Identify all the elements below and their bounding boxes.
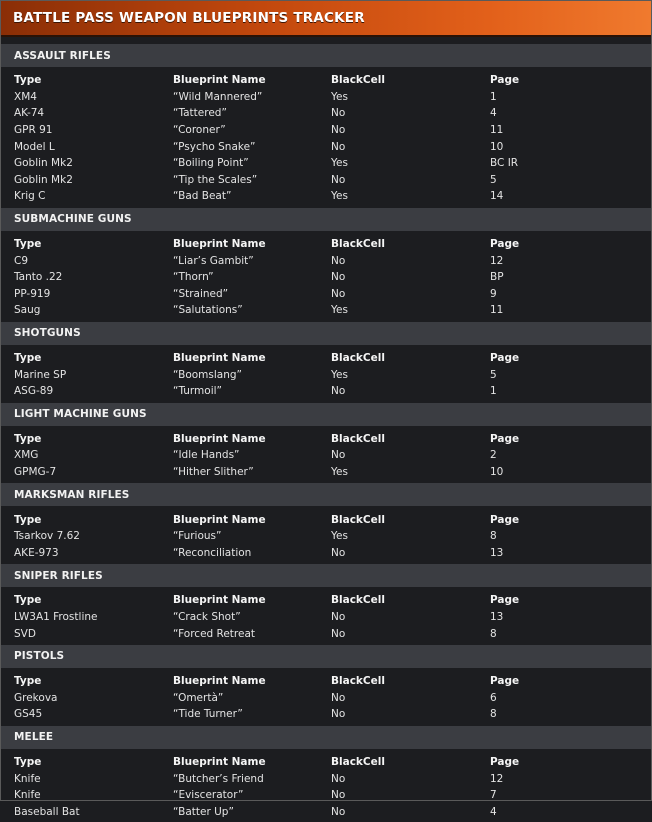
section-header [1, 322, 651, 345]
table-row [1, 302, 651, 319]
weapon-type: C9 [14, 254, 29, 267]
column-header: Page [490, 755, 520, 768]
weapon-type: Goblin Mk2 [14, 157, 73, 170]
column-header: Type [14, 74, 42, 87]
page-number: 14 [490, 190, 504, 203]
column-header: Type [14, 238, 42, 251]
column-header-row [1, 754, 651, 771]
blueprint-name: “Crack Shot” [173, 610, 241, 623]
blueprint-name: “Salutations” [173, 304, 243, 317]
column-header: BlackCell [331, 432, 385, 445]
blackcell-flag: No [331, 107, 346, 120]
column-header: BlackCell [331, 675, 385, 688]
blueprint-name: “Furious” [173, 530, 222, 543]
table-row [1, 138, 651, 155]
blueprint-name: “Batter Up” [173, 805, 234, 818]
column-header: Page [490, 594, 520, 607]
weapon-type: Knife [14, 772, 41, 785]
blackcell-flag: No [331, 610, 346, 623]
blueprint-name: “Coroner” [173, 124, 226, 137]
weapon-type: LW3A1 Frostline [14, 610, 98, 623]
table-row [1, 544, 651, 561]
section-table [1, 668, 651, 725]
column-header: BlackCell [331, 352, 385, 365]
blackcell-flag: Yes [331, 90, 348, 103]
page-number: 8 [490, 627, 497, 640]
title-banner [1, 1, 651, 37]
page-number: 12 [490, 772, 504, 785]
weapon-type: GPR 91 [14, 124, 53, 137]
blueprint-name: “Strained” [173, 287, 229, 300]
section-table [1, 67, 651, 207]
blueprint-name: “Tip the Scales” [173, 173, 258, 186]
column-header-row [1, 236, 651, 253]
table-row [1, 105, 651, 122]
section-title: SHOTGUNS [14, 327, 81, 340]
page-number: 10 [490, 465, 504, 478]
column-header: Type [14, 755, 42, 768]
page-number: 8 [490, 530, 497, 543]
column-header: Page [490, 432, 520, 445]
column-header: Page [490, 513, 520, 526]
section-header [1, 726, 651, 749]
section-title: LIGHT MACHINE GUNS [14, 408, 147, 420]
table-row [1, 172, 651, 189]
blackcell-flag: Yes [331, 157, 348, 170]
blackcell-flag: No [331, 789, 346, 802]
column-header: Type [14, 432, 42, 445]
column-header: BlackCell [331, 594, 385, 607]
blueprint-name: “Tide Turner” [173, 708, 243, 721]
section-title: ASSAULT RIFLES [14, 49, 111, 62]
column-header-row [1, 350, 651, 367]
weapon-type: GPMG-7 [14, 465, 57, 478]
column-header: Type [14, 594, 42, 607]
blueprint-name: “Psycho Snake” [173, 140, 256, 153]
section-header [1, 403, 651, 426]
column-header: BlackCell [331, 74, 385, 87]
weapon-type: SVD [14, 627, 36, 640]
page-number: 13 [490, 610, 504, 623]
page-number: 5 [490, 368, 497, 381]
table-row [1, 286, 651, 303]
page-title: BATTLE PASS WEAPON BLUEPRINTS TRACKER [13, 10, 365, 26]
column-header-row [1, 431, 651, 448]
blackcell-flag: Yes [331, 530, 348, 543]
blackcell-flag: No [331, 627, 346, 640]
blueprint-name: “Forced Retreat [173, 627, 256, 640]
section-title: SNIPER RIFLES [14, 569, 103, 582]
weapon-type: Grekova [14, 691, 58, 704]
blueprint-name: “Boiling Point” [173, 157, 249, 170]
column-header: Page [490, 238, 520, 251]
blueprint-name: “Boomslang” [173, 368, 242, 381]
blueprint-name: “Hither Slither” [173, 465, 254, 478]
page-number: 4 [490, 107, 497, 120]
column-header: BlackCell [331, 513, 385, 526]
table-row [1, 787, 651, 804]
page-number: 6 [490, 691, 497, 704]
weapon-type: GS45 [14, 708, 43, 721]
blackcell-flag: No [331, 691, 346, 704]
section-table [1, 231, 651, 321]
section-title: PISTOLS [14, 650, 65, 663]
section-header [1, 44, 651, 67]
section-header [1, 208, 651, 231]
column-header: Blueprint Name [173, 675, 266, 688]
page-number: 13 [490, 546, 504, 559]
page-number: 4 [490, 805, 497, 818]
weapon-type: AK-74 [14, 107, 45, 120]
blackcell-flag: No [331, 254, 346, 267]
column-header: Blueprint Name [173, 594, 266, 607]
blueprint-name: “Thorn” [173, 271, 214, 284]
blackcell-flag: No [331, 546, 346, 559]
weapon-type: Krig C [14, 190, 46, 203]
page-number: BC IR [490, 157, 519, 170]
blueprint-name: “Turmoil” [173, 385, 222, 398]
page-number: 7 [490, 789, 497, 802]
table-row [1, 464, 651, 481]
section-header [1, 564, 651, 587]
blackcell-flag: No [331, 287, 346, 300]
blackcell-flag: No [331, 140, 346, 153]
blackcell-flag: Yes [331, 190, 348, 203]
section-table [1, 749, 651, 822]
blackcell-flag: Yes [331, 304, 348, 317]
table-row [1, 625, 651, 642]
column-header: Blueprint Name [173, 755, 266, 768]
table-row [1, 252, 651, 269]
section-title: SUBMACHINE GUNS [14, 213, 132, 226]
weapon-type: XM4 [14, 90, 37, 103]
weapon-type: Tanto .22 [14, 271, 63, 284]
table-row [1, 706, 651, 723]
table-row [1, 528, 651, 545]
table-row [1, 689, 651, 706]
section-header [1, 483, 651, 506]
blueprint-name: “Reconciliation [173, 546, 252, 559]
section-header [1, 645, 651, 668]
weapon-type: Goblin Mk2 [14, 173, 73, 186]
column-header-row [1, 511, 651, 528]
page-number: 10 [490, 140, 504, 153]
page-number: 11 [490, 124, 504, 137]
blueprint-name: “Idle Hands” [173, 449, 240, 462]
page-number: BP [490, 271, 504, 284]
page-number: 2 [490, 449, 497, 462]
blackcell-flag: No [331, 385, 346, 398]
sections-container [1, 37, 651, 822]
column-header: Blueprint Name [173, 74, 266, 87]
table-row [1, 155, 651, 172]
column-header: Blueprint Name [173, 513, 266, 526]
section-title: MELEE [14, 731, 54, 744]
page-number: 12 [490, 254, 504, 267]
table-row [1, 188, 651, 205]
table-row [1, 447, 651, 464]
page-number: 5 [490, 173, 497, 186]
page-number: 1 [490, 385, 497, 398]
weapon-type: Model L [14, 140, 55, 153]
weapon-type: XMG [14, 449, 39, 462]
column-header: BlackCell [331, 238, 385, 251]
blueprint-name: “Liar’s Gambit” [173, 254, 254, 267]
weapon-type: Saug [14, 304, 41, 317]
blackcell-flag: No [331, 271, 346, 284]
blackcell-flag: No [331, 805, 346, 818]
blueprint-name: “Butcher’s Friend [173, 772, 264, 785]
column-header: Blueprint Name [173, 238, 266, 251]
page-number: 11 [490, 304, 504, 317]
column-header: Type [14, 675, 42, 688]
weapon-type: Marine SP [14, 368, 67, 381]
blackcell-flag: No [331, 772, 346, 785]
blackcell-flag: No [331, 708, 346, 721]
blackcell-flag: No [331, 449, 346, 462]
column-header: BlackCell [331, 755, 385, 768]
table-row [1, 269, 651, 286]
weapon-type: ASG-89 [14, 385, 54, 398]
blueprint-name: “Tattered” [173, 107, 227, 120]
table-row [1, 803, 651, 820]
blueprint-name: “Wild Mannered” [173, 90, 263, 103]
column-header-row [1, 592, 651, 609]
weapon-type: Knife [14, 789, 41, 802]
column-header: Page [490, 74, 520, 87]
column-header: Blueprint Name [173, 352, 266, 365]
table-row [1, 770, 651, 787]
weapon-type: Baseball Bat [14, 805, 80, 818]
column-header: Blueprint Name [173, 432, 266, 445]
blackcell-flag: Yes [331, 368, 348, 381]
section-table [1, 426, 651, 483]
column-header: Type [14, 513, 42, 526]
blackcell-flag: No [331, 173, 346, 186]
column-header-row [1, 72, 651, 89]
section-title: MARKSMAN RIFLES [14, 488, 130, 501]
page-number: 9 [490, 287, 497, 300]
page-number: 8 [490, 708, 497, 721]
table-row [1, 122, 651, 139]
page-number: 1 [490, 90, 497, 103]
blueprint-name: “Eviscerator” [173, 789, 244, 802]
column-header: Page [490, 675, 520, 688]
section-table [1, 506, 651, 563]
table-row [1, 366, 651, 383]
weapon-type: AKE-973 [14, 546, 59, 559]
blackcell-flag: No [331, 124, 346, 137]
section-table [1, 345, 651, 402]
blueprint-name: “Omertà” [173, 691, 224, 704]
weapon-type: Tsarkov 7.62 [14, 530, 80, 543]
table-row [1, 609, 651, 626]
blackcell-flag: Yes [331, 465, 348, 478]
column-header: Type [14, 352, 42, 365]
section-table [1, 587, 651, 644]
blueprint-name: “Bad Beat” [173, 190, 232, 203]
table-row [1, 89, 651, 106]
column-header: Page [490, 352, 520, 365]
column-header-row [1, 673, 651, 690]
weapon-type: PP-919 [14, 287, 51, 300]
table-row [1, 383, 651, 400]
